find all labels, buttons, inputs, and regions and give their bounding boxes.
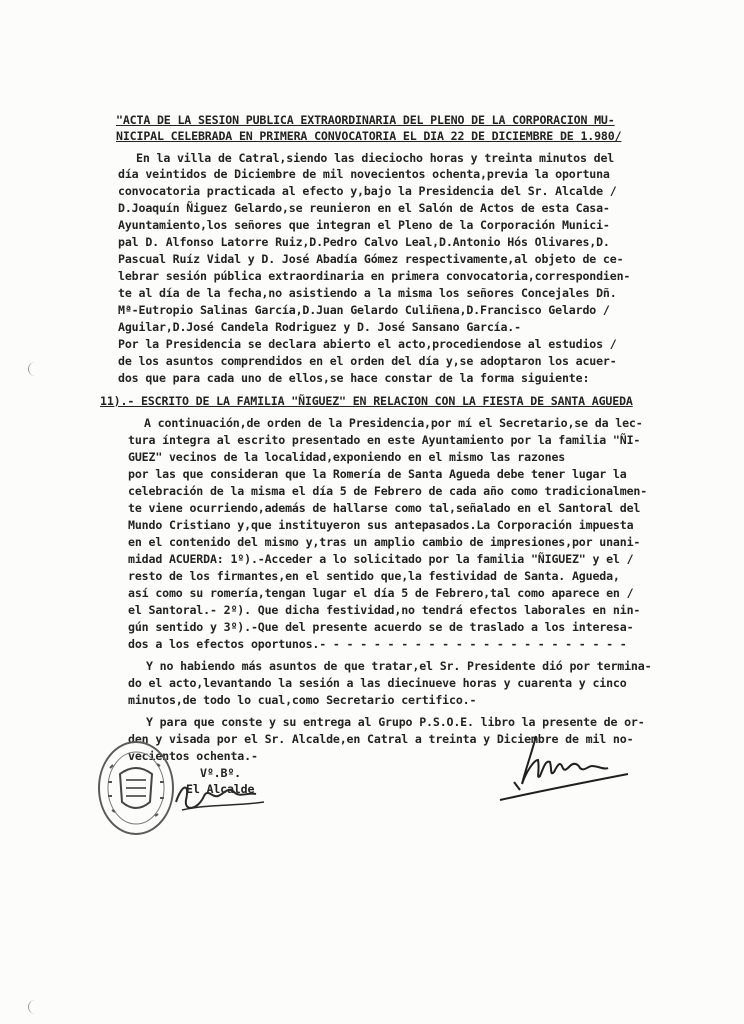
- text-line: resto de los firmantes,en el sentido que,la festividad de Santa. Agueda,: [128, 569, 620, 583]
- mayor-label: El Alcalde: [186, 782, 255, 796]
- text-line: celebración de la misma el día 5 de Febrero de cada año como tradicionalmen-: [128, 484, 648, 498]
- text-line: En la villa de Catral,siendo las dieciocho horas y treinta minutos del: [136, 151, 615, 165]
- scan-edge-mark: [28, 362, 39, 376]
- text-line: vecientos ochenta.-: [128, 749, 258, 763]
- text-line: de los asuntos comprendidos en el orden del día y,se adoptaron los acuer-: [118, 354, 617, 368]
- text-line: lebrar sesión pública extraordinaria en primera convocatoria,correspondien-: [118, 269, 631, 283]
- visto-bueno-label: Vº.Bº.: [200, 766, 241, 780]
- text-line: así como su romería,tengan lugar el día 5 de Febrero,tal como aparece en /: [128, 586, 634, 600]
- text-line: día veintidos de Diciembre de mil novecientos ochenta,previa la oportuna: [118, 167, 610, 181]
- text-line: dos a los efectos oportunos.- - - - - - - - - - - - - - - - - - - - - - -: [128, 637, 627, 651]
- scan-edge-mark: [28, 1000, 39, 1014]
- text-line: Aguilar,D.José Candela Rodriguez y D. José Sansano García.-: [118, 320, 521, 334]
- text-line: en el contenido del mismo y,tras un amplio cambio de impresiones,por unani-: [128, 535, 641, 549]
- text-line: tura íntegra al escrito presentado en este Ayuntamiento por la familia "ÑI-: [128, 433, 641, 447]
- text-line: do el acto,levantando la sesión a las diecinueve horas y cuarenta y cinco: [128, 676, 627, 690]
- text-line: den y visada por el Sr. Alcalde,en Catral a treinta y Diciembre de mil no-: [128, 732, 634, 746]
- text-line: por las que consideran que la Romería de Santa Agueda debe tener lugar la: [128, 467, 627, 481]
- text-line: dos que para cada uno de ellos,se hace constar de la forma siguiente:: [118, 371, 590, 385]
- text-line: Pascual Ruíz Vidal y D. José Abadía Gómez respectivamente,al objeto de ce-: [118, 252, 624, 266]
- text-line: minutos,de todo lo cual,como Secretario certifico.-: [128, 693, 477, 707]
- text-line: te viene ocurriendo,además de hallarse como tal,señalado en el Santoral del: [128, 501, 641, 515]
- text-line: D.Joaquín Ñiguez Gelardo,se reunieron en el Salón de Actos de esta Casa-: [118, 201, 610, 215]
- text-line: el Santoral.- 2º). Que dicha festividad,no tendrá efectos laborales en nin-: [128, 603, 641, 617]
- secretary-signature: [496, 730, 636, 810]
- text-line: Mundo Cristiano y,que instituyeron sus antepasados.La Corporación impuesta: [128, 518, 634, 532]
- text-line: te al día de la fecha,no asistiendo a la misma los señores Concejales Dñ.: [118, 286, 617, 300]
- text-line: GUEZ" vecinos de la localidad,exponiendo en el mismo las razones: [128, 450, 566, 464]
- mayor-signature: [168, 770, 268, 820]
- municipal-seal-stamp: [98, 738, 178, 838]
- text-line: Ayuntamiento,los señores que integran el Pleno de la Corporación Munici-: [118, 218, 610, 232]
- text-line: Y no habiendo más asuntos de que tratar,el Sr. Presidente dió por termina-: [146, 659, 652, 673]
- text-line: midad ACUERDA: 1º).-Acceder a lo solicitado por la familia "ÑIGUEZ" y el /: [128, 552, 634, 566]
- text-line: Mª-Eutropio Salinas García,D.Juan Gelardo Culiñena,D.Francisco Gelardo /: [118, 303, 610, 317]
- text-line: pal D. Alfonso Latorre Ruiz,D.Pedro Calvo Leal,D.Antonio Hós Olivares,D.: [118, 235, 610, 249]
- text-line: Y para que conste y su entrega al Grupo P.S.O.E. libro la presente de or-: [146, 715, 645, 729]
- title-line: NICIPAL CELEBRADA EN PRIMERA CONVOCATORIA EL DIA 22 DE DICIEMBRE DE 1.980/: [116, 129, 622, 143]
- section-heading: 11).- ESCRITO DE LA FAMILIA "ÑIGUEZ" EN RELACION CON LA FIESTA DE SANTA AGUEDA: [100, 394, 633, 408]
- text-line: A continuación,de orden de la Presidencia,por mí el Secretario,se da lec-: [144, 416, 643, 430]
- title-line: "ACTA DE LA SESION PUBLICA EXTRAORDINARIA DEL PLENO DE LA CORPORACION MU-: [116, 113, 615, 127]
- text-line: Por la Presidencia se declara abierto el acto,procediendose al estudios /: [118, 337, 617, 351]
- text-line: gún sentido y 3º).-Que del presente acuerdo se de traslado a los interesa-: [128, 620, 634, 634]
- text-line: convocatoria practicada al efecto y,bajo la Presidencia del Sr. Alcalde /: [118, 184, 617, 198]
